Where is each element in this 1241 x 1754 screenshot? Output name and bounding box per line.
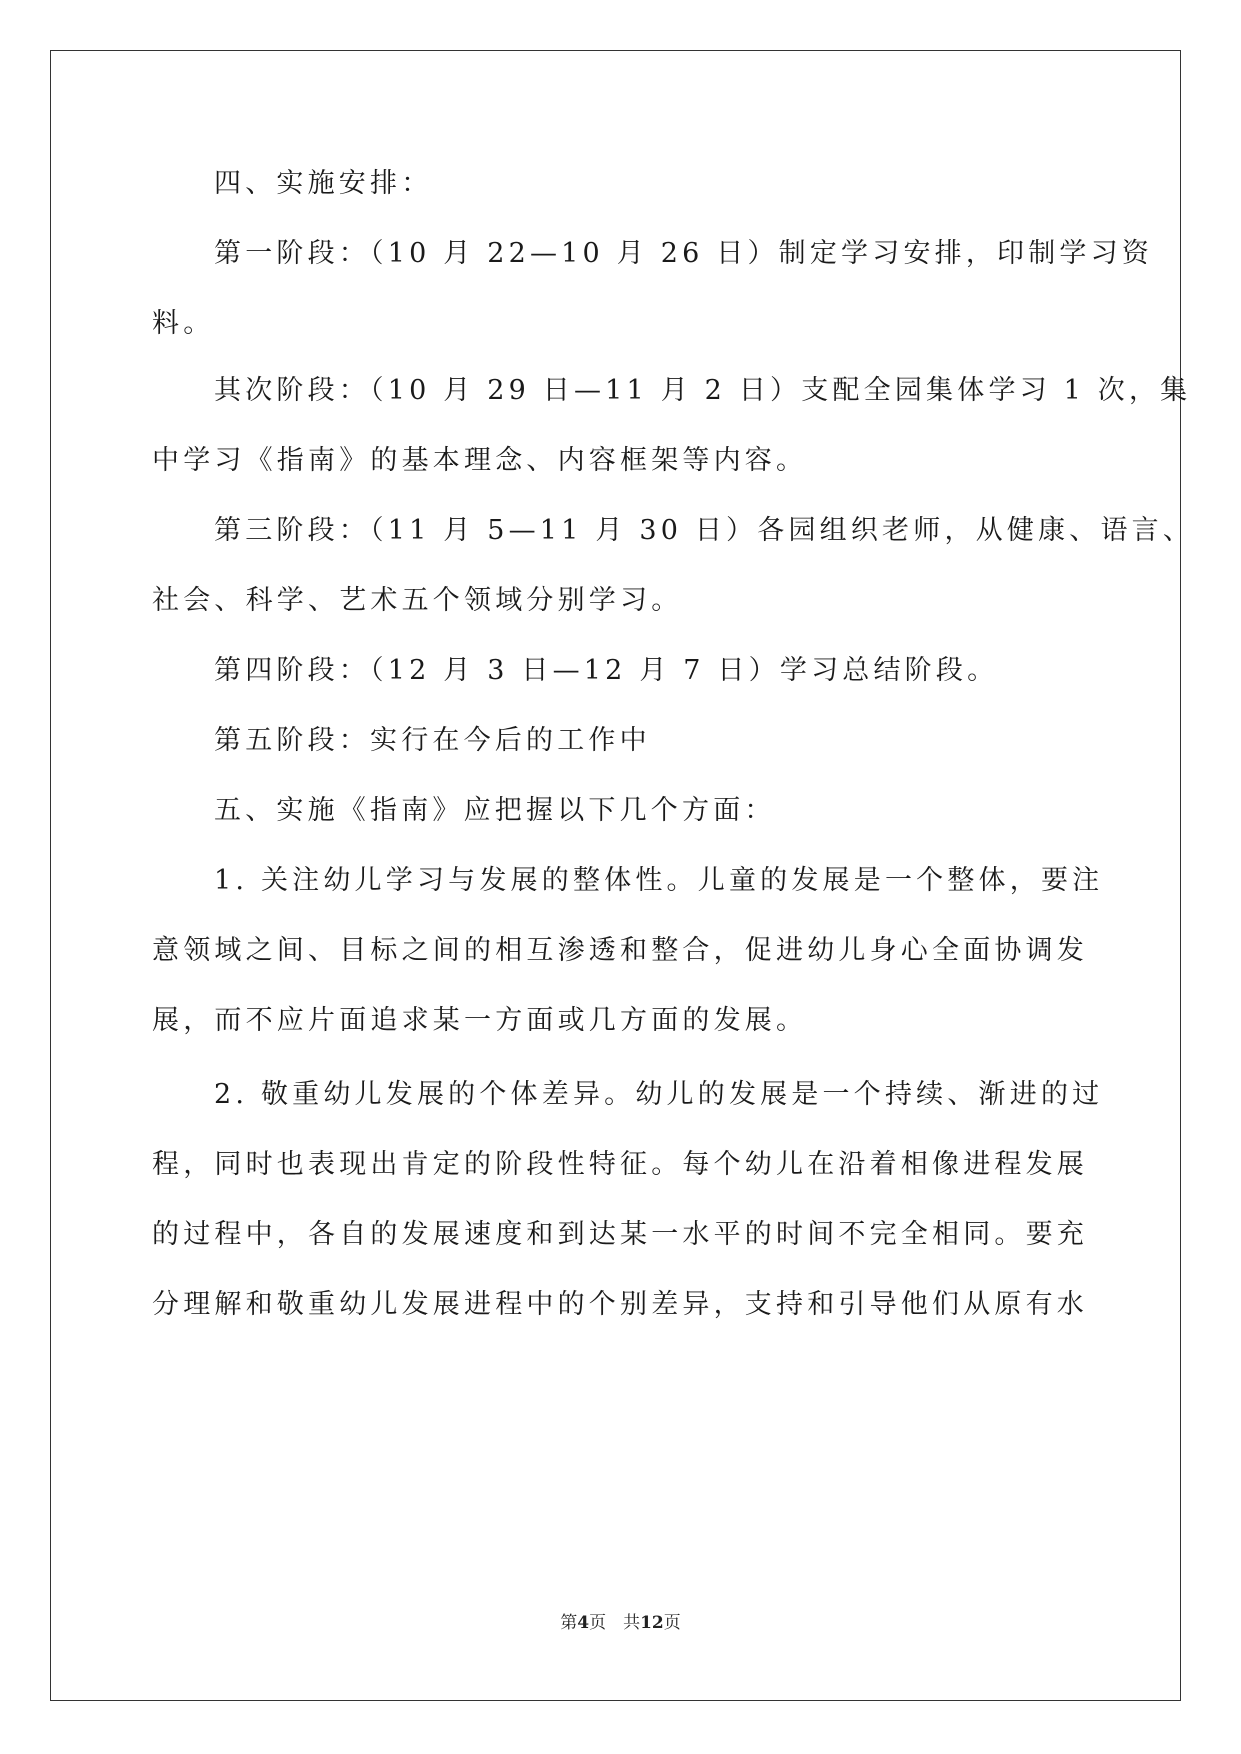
paragraph-line: 社会、科学、艺术五个领域分别学习。 <box>152 585 683 616</box>
page-footer <box>0 1611 1241 1635</box>
paragraph-line: 第四阶段：（12 月 3 日—12 月 7 日）学习总结阶段。 <box>214 655 999 686</box>
section-heading: 五、实施《指南》应把握以下几个方面： <box>214 795 776 826</box>
footer-suffix: 页 <box>663 1613 681 1633</box>
paragraph-line: 意领域之间、目标之间的相互渗透和整合，促进幼儿身心全面协调发 <box>152 935 1088 966</box>
section-heading: 四、实施安排： <box>214 168 433 199</box>
paragraph-line: 其次阶段：（10 月 29 日—11 月 2 日）支配全园集体学习 1 次，集 <box>214 375 1192 406</box>
paragraph-line: 展，而不应片面追求某一方面或几方面的发展。 <box>152 1005 808 1036</box>
total-page-count: 12 <box>640 1613 664 1633</box>
paragraph-line: 2. 敬重幼儿发展的个体差异。幼儿的发展是一个持续、渐进的过 <box>214 1079 1104 1110</box>
current-page-number: 4 <box>577 1613 590 1633</box>
paragraph-line: 程，同时也表现出肯定的阶段性特征。每个幼儿在沿着相像进程发展 <box>152 1149 1088 1180</box>
paragraph-line: 料。 <box>152 308 215 339</box>
footer-prefix: 第 <box>560 1613 578 1633</box>
paragraph-line: 分理解和敬重幼儿发展进程中的个别差异，支持和引导他们从原有水 <box>152 1289 1088 1320</box>
paragraph-line: 第三阶段：（11 月 5—11 月 30 日）各园组织老师，从健康、语言、 <box>214 515 1195 546</box>
paragraph-line: 中学习《指南》的基本理念、内容框架等内容。 <box>152 445 808 476</box>
paragraph-line: 第一阶段：（10 月 22—10 月 26 日）制定学习安排，印制学习资 <box>214 238 1154 269</box>
paragraph-line: 1. 关注幼儿学习与发展的整体性。儿童的发展是一个整体，要注 <box>214 865 1104 896</box>
paragraph-line: 的过程中，各自的发展速度和到达某一水平的时间不完全相同。要充 <box>152 1219 1088 1250</box>
footer-middle: 页 共 <box>589 1613 641 1633</box>
paragraph-line: 第五阶段：实行在今后的工作中 <box>214 725 651 756</box>
